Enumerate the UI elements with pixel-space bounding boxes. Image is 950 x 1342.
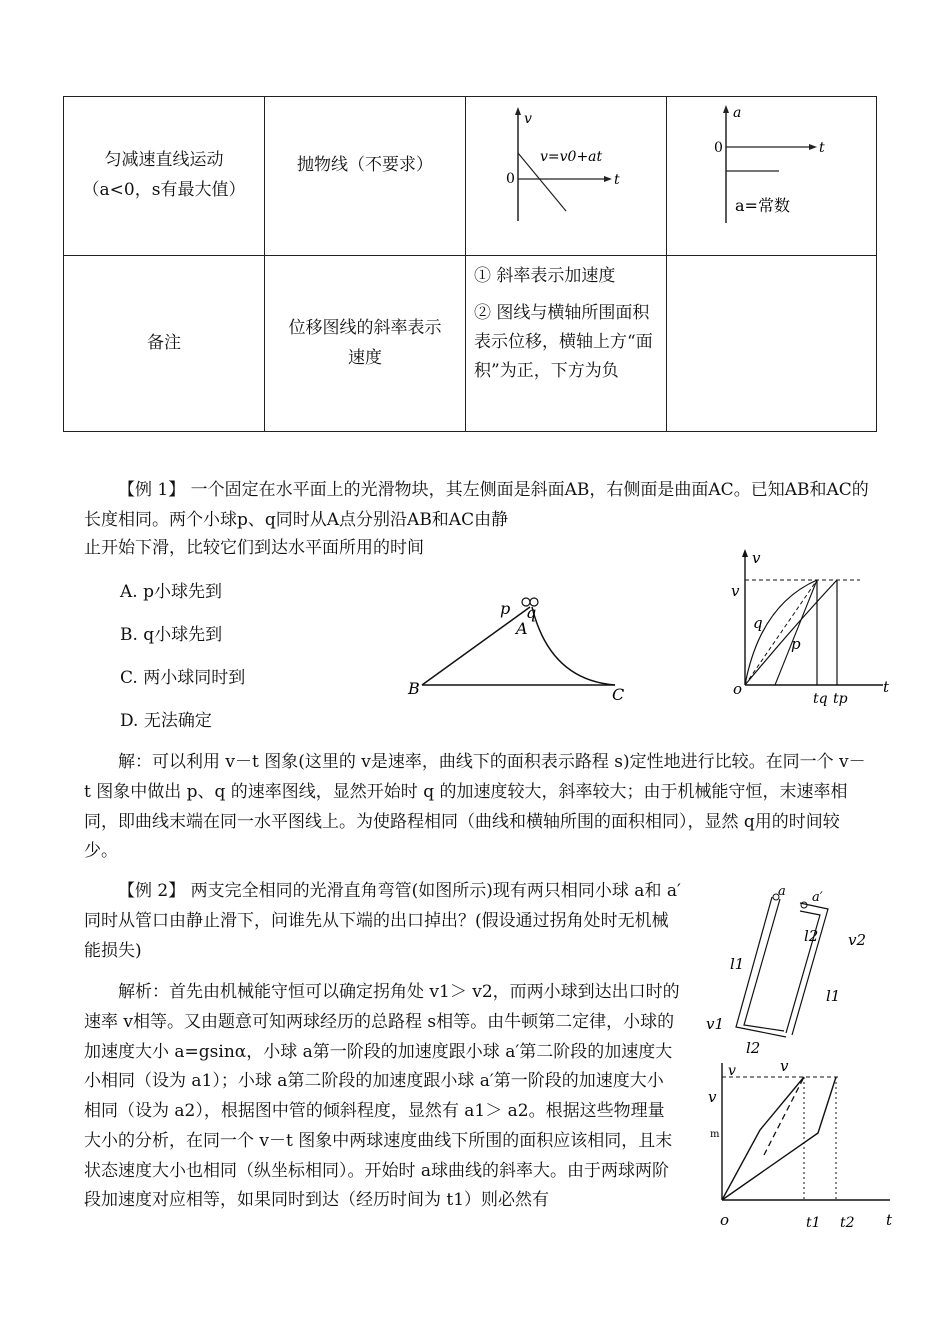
v-axis-label: v	[524, 111, 532, 127]
example1-heading: 【例 1】	[118, 480, 186, 500]
example1-question	[84, 476, 872, 536]
block-diagram	[400, 590, 640, 705]
v-graph-cell	[466, 97, 667, 256]
tq-label: tq	[813, 691, 828, 707]
option-c: C. 两小球同时到	[120, 668, 246, 688]
example2-question	[84, 877, 685, 966]
motion-type-cell	[64, 97, 265, 256]
example1-vt-graph	[725, 545, 900, 710]
x-note-line: 位移图线的斜率表示	[288, 317, 442, 338]
t-axis-label: t	[819, 140, 825, 156]
t1-label: t1	[806, 1215, 821, 1231]
motion-condition: （a<0，s有最大值）	[82, 180, 246, 200]
origin-label: o	[720, 1211, 730, 1229]
example2-heading: 【例 2】	[118, 881, 186, 901]
ball-q-label: q	[526, 603, 537, 622]
kinematics-table	[63, 96, 877, 432]
tp-label: tp	[833, 691, 848, 707]
curve-q-label: q	[753, 614, 763, 632]
v-note: ① 斜率表示加速度	[474, 266, 616, 286]
v1-label: v1	[706, 1015, 725, 1033]
curve-p-label: p	[791, 635, 801, 653]
x-note-line: 速度	[348, 347, 382, 368]
a-axis-label: a	[733, 105, 742, 121]
x-graph-cell	[265, 97, 466, 256]
origin-label: 0	[714, 140, 723, 156]
option-b: B. q小球先到	[120, 625, 223, 645]
motion-type: 匀减速直线运动	[104, 150, 224, 171]
v-level-label: v	[731, 582, 740, 600]
empty-cell	[667, 256, 877, 432]
example1-solution: 解：可以利用 v－t 图象(这里的 v是速率，曲线下的面积表示路程 s)定性地进行比较。在同一个 v－t 图象中做出 p、q 的速率图线，显然开始时 q 的加速度较大，斜率较大；由于机械能守恒，末速率相同，即曲线末端在同一水平图线上。为使路程相同（曲线和横轴所围的面积相同），显然 q用的时间较少。	[84, 752, 866, 862]
a-constant-caption: a=常数	[735, 196, 790, 215]
point-a-label: A	[516, 619, 528, 638]
v-notes-cell	[466, 256, 667, 432]
v2-label: v2	[848, 931, 867, 949]
notes-label-cell	[64, 256, 265, 432]
v-top-label: v	[728, 1063, 736, 1079]
ball-a-label: a	[778, 885, 786, 899]
l2-bottom-label: l2	[746, 1039, 761, 1055]
v-axis-label: v	[708, 1088, 717, 1106]
velocity-equation: v=v0+at	[540, 149, 603, 165]
bent-tubes-diagram	[700, 885, 875, 1055]
ball-a-prime-label: a′	[812, 890, 823, 905]
example1-question-cont: 止开始下滑，比较它们到达水平面所用的时间	[84, 538, 424, 558]
t-axis-label: t	[883, 678, 890, 696]
ball-p-label: p	[500, 599, 511, 618]
example1-question-text: 一个固定在水平面上的光滑物块，其左侧面是斜面AB，右侧面是曲面AC。已知AB和AC的长度相同。两个小球p、q同时从A点分别沿AB和AC由静	[84, 480, 869, 530]
v-note: ② 图线与横轴所围面积表示位移，横轴上方“面积”为正，下方为负	[474, 302, 653, 381]
origin-label: 0	[506, 171, 515, 187]
t-axis-label: t	[614, 172, 620, 188]
table-row	[64, 256, 877, 432]
example2-solution: 解析：首先由机械能守恒可以确定拐角处 v1＞ v2，而两小球到达出口时的速率 v相等。又由题意可知两球经历的总路程 s相等。由牛顿第二定律，小球的加速度大小 a=gsinα，小球 a第一阶段的加速度跟小球 a′第二阶段的加速度大小相同（设为 a1）；小球 a第二阶段的加速度跟小球 a′第一阶段的加速度大小相同（设为 a2），根据图中管的倾斜程度，显然有 a1＞ a2。根据这些物理量大小的分析，在同一个 v－t 图象中两球速度曲线下所围的面积应该相同，且末状态速度大小也相同（纵坐标相同）。开始时 a球曲线的斜率大。由于两球两阶段加速度对应相等，如果同时到达（经历时间为 t1）则必然有	[84, 982, 680, 1211]
option-d: D. 无法确定	[120, 711, 212, 731]
v-top-label-2: v	[780, 1057, 789, 1075]
v-t-graph	[466, 101, 666, 251]
origin-label: o	[733, 680, 743, 698]
x-graph-text: 抛物线（不要求）	[297, 155, 433, 176]
t2-label: t2	[840, 1215, 855, 1231]
example2-question-text: 两支完全相同的光滑直角弯管(如图所示)现有两只相同小球 a和 a′ 同时从管口由静止滑下，问谁先从下端的出口掉出？(假设通过拐角处时无机械能损失)	[84, 881, 681, 961]
l2-top-label: l2	[804, 927, 819, 945]
m-label: m	[710, 1129, 720, 1140]
a-t-graph	[667, 101, 877, 251]
point-b-label: B	[408, 679, 420, 698]
v-axis-label: v	[752, 549, 761, 567]
table-row	[64, 97, 877, 256]
point-c-label: C	[612, 685, 625, 704]
option-a: A. p小球先到	[120, 582, 222, 602]
a-graph-cell	[667, 97, 877, 256]
l1-right-label: l1	[826, 987, 841, 1005]
example2-vt-graph	[700, 1055, 900, 1235]
notes-label: 备注	[147, 332, 181, 353]
l1-left-label: l1	[730, 955, 745, 973]
x-note-cell	[265, 256, 466, 432]
t-axis-label: t	[886, 1211, 893, 1229]
